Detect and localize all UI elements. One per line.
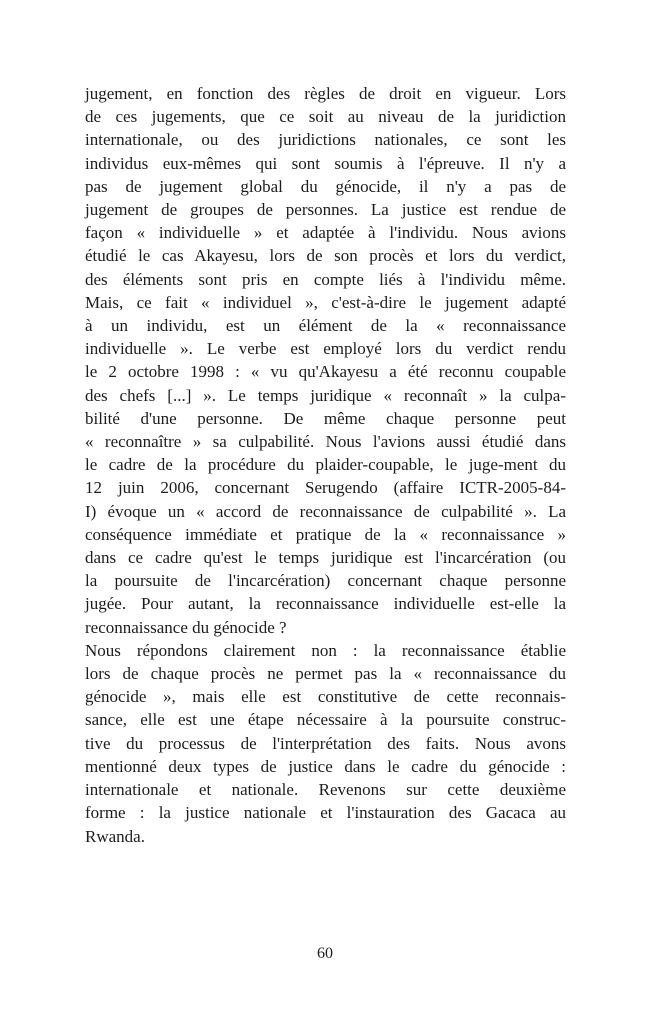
text-line: conséquence immédiate et pratique de la « reconnaissance »	[85, 524, 566, 544]
body-text	[85, 82, 566, 848]
text-line: le cadre de la procédure du plaider-coupable, le juge-ment du	[85, 455, 566, 475]
text-line: le 2 octobre 1998 : « vu qu'Akayesu a été reconnu coupable	[85, 362, 566, 382]
text-line: dans ce cadre qu'est le temps juridique est l'incarcération (ou	[85, 548, 566, 568]
text-line: génocide », mais elle est constitutive de cette reconnais-	[85, 687, 566, 707]
text-line: tive du processus de l'interprétation des faits. Nous avons	[85, 733, 566, 753]
text-line: forme : la justice nationale et l'instauration des Gacaca au	[85, 803, 566, 823]
text-line: internationale, ou des juridictions nationales, ce sont les	[85, 130, 566, 150]
text-line: sance, elle est une étape nécessaire à la poursuite construc-	[85, 710, 566, 730]
text-line: Rwanda.	[85, 826, 145, 846]
text-line: des éléments sont pris en compte liés à l'individu même.	[85, 269, 566, 289]
text-line: individuelle ». Le verbe est employé lors du verdict rendu	[85, 339, 566, 359]
text-line: jugement de groupes de personnes. La justice est rendue de	[85, 200, 566, 220]
text-line: étudié le cas Akayesu, lors de son procès et lors du verdict,	[85, 246, 566, 266]
text-line: lors de chaque procès ne permet pas la « reconnaissance du	[85, 664, 566, 684]
text-line: bilité d'une personne. De même chaque personne peut	[85, 408, 566, 428]
text-line: jugée. Pour autant, la reconnaissance individuelle est-elle la	[85, 594, 566, 614]
text-line: de ces jugements, que ce soit au niveau de la juridiction	[85, 107, 566, 127]
paragraph	[85, 639, 566, 848]
text-line: individus eux-mêmes qui sont soumis à l'épreuve. Il n'y a	[85, 153, 566, 173]
text-line: reconnaissance du génocide ?	[85, 617, 287, 637]
page-number: 60	[317, 945, 333, 962]
text-line: façon « individuelle » et adaptée à l'individu. Nous avions	[85, 223, 566, 243]
text-line: à un individu, est un élément de la « reconnaissance	[85, 316, 566, 336]
text-line: I) évoque un « accord de reconnaissance de culpabilité ». La	[85, 501, 566, 521]
text-line: mentionné deux types de justice dans le cadre du génocide :	[85, 756, 566, 776]
text-line: jugement, en fonction des règles de droit en vigueur. Lors	[85, 84, 566, 103]
text-line: la poursuite de l'incarcération) concernant chaque personne	[85, 571, 566, 591]
paragraph	[85, 82, 566, 639]
text-line: internationale et nationale. Revenons sur cette deuxième	[85, 780, 566, 800]
text-line: 12 juin 2006, concernant Serugendo (affaire ICTR-2005-84-	[85, 478, 566, 498]
text-line: Nous répondons clairement non : la reconnaissance établie	[85, 640, 566, 660]
text-line: Mais, ce fait « individuel », c'est-à-dire le jugement adapté	[85, 292, 566, 312]
text-line: des chefs [...] ». Le temps juridique « reconnaît » la culpa-	[85, 385, 566, 405]
text-line: pas de jugement global du génocide, il n'y a pas de	[85, 176, 566, 196]
text-line: « reconnaître » sa culpabilité. Nous l'avions aussi étudié dans	[85, 432, 566, 452]
